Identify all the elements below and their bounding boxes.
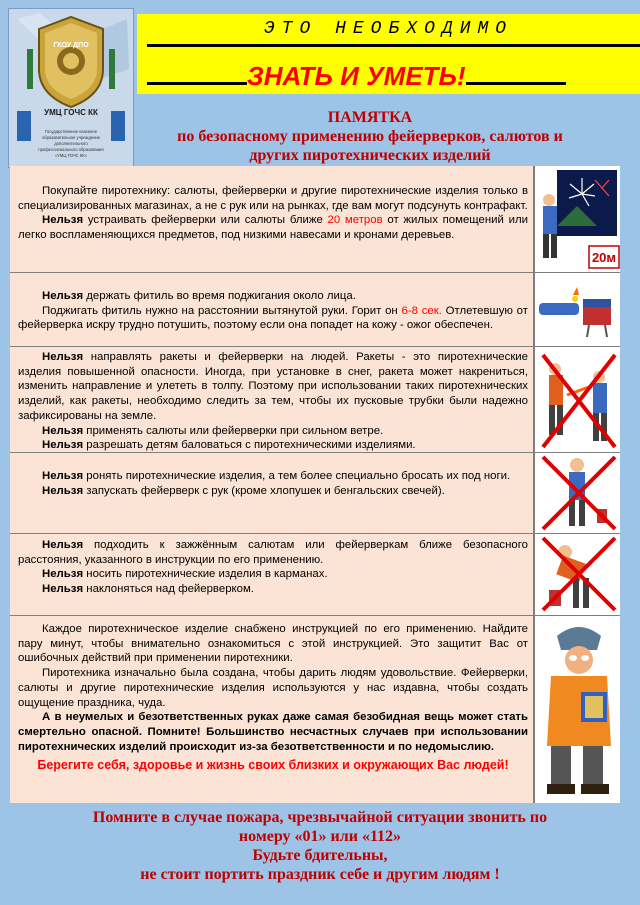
title-line-3: других пиротехнических изделий — [249, 147, 491, 164]
row6-para1: Каждое пиротехническое изделие снабжено инструкцией по его применению. Найдите пару минут, чтобы внимательно ознакомиться с этой инструкцией. Это защитит Вас от ошибочных действий при применении пиротехники. — [18, 623, 528, 665]
rocket-at-people-illustration — [537, 347, 620, 452]
distance-sign: 20м — [591, 250, 617, 265]
header-line-2 — [147, 58, 566, 92]
row-text — [10, 616, 535, 803]
rules-table — [10, 166, 620, 803]
logo-org-center: УМЦ ГОЧС КК — [44, 108, 98, 117]
header-line-1: ЭТО НЕОБХОДИМО — [263, 19, 514, 39]
footer-line-3: Будьте бдительны, — [252, 847, 388, 864]
fuse-lighting-illustration — [537, 273, 620, 346]
table-row — [10, 534, 620, 616]
row6-para3: А в неумелых и безответственных руках даже самая безобидная вещь может стать смертельно опасной. Помните! Большинство несчастных случаев при использовании пиротехнических изделий происходит из-за безответственности и по недомыслию. — [18, 711, 528, 753]
row3-para1: Нельзя направлять ракеты и фейерверки на людей. Ракеты - это пиротехнические изделия повышенной опасности. Иногда, при установке в снег, ракета может накрениться, изменить направление и улететь в толпу. Поэтому при использовании таких пиротехнических изделий, как ракеты, необходимо следить за тем, чтобы их пусковые трубки были надежно зафиксированы на земле. — [18, 351, 528, 422]
row-text — [10, 347, 535, 452]
header-rule — [147, 44, 640, 47]
logo-org-short: ГКОУ ДПО — [53, 42, 89, 49]
footer-line-4: не стоит портить праздник себе и другим людям ! — [140, 866, 500, 883]
emblem-icon — [9, 9, 133, 167]
footer-notice — [40, 808, 600, 884]
header-banner — [137, 14, 640, 94]
svg-text:дополнительного: дополнительного — [54, 141, 88, 146]
footer-line-2: номеру «01» или «112» — [238, 828, 402, 845]
row5-para3: Нельзя наклоняться над фейерверком. — [42, 583, 254, 596]
leaning-over-fireworks-illustration — [537, 534, 620, 615]
title-line-2: по безопасному применению фейерверков, салютов и — [177, 128, 563, 145]
svg-text:профессионального образования: профессионального образования — [38, 147, 104, 152]
table-row — [10, 273, 620, 347]
row5-para2: Нельзя носить пиротехнические изделия в карманах. — [42, 568, 328, 581]
row2-para1: Нельзя держать фитиль во время поджигания около лица. — [42, 290, 356, 302]
table-row — [10, 347, 620, 453]
row6-warning: Берегите себя, здоровье и жизнь своих близких и окружающих Вас людей! — [37, 758, 509, 773]
row2-para2: Поджигать фитиль нужно на расстоянии вытянутой руки. Горит он 6-8 сек. Отлетевшую от фейерверка искру трудно потушить, поэтому если она попадет на кожу - ожог обеспечен. — [18, 304, 528, 332]
row1-para1: Покупайте пиротехнику: салюты, фейерверки и другие пиротехнические изделия только в специализированных магазинах, а не с рук или на рынках, где вам могут подсунуть контрафакт. — [18, 185, 528, 212]
page-title — [140, 108, 600, 165]
row4-para1: Нельзя ронять пиротехнические изделия, а тем более специально бросать их под ноги. — [42, 470, 511, 482]
fireworks-illustration — [537, 166, 620, 272]
row-text — [10, 534, 535, 615]
dropping-fireworks-illustration — [537, 453, 620, 533]
row3-para2: Нельзя применять салюты или фейерверки при сильном ветре. — [42, 424, 384, 437]
row1-para2: Нельзя устраивать фейерверки или салюты ближе 20 метров от жилых помещений или легко воспламеняющихся предметов, под низкими навесами и кронами деревьев. — [18, 214, 529, 242]
svg-text:образовательное учреждение: образовательное учреждение — [41, 135, 101, 140]
character-with-instructions-illustration — [537, 616, 620, 803]
table-row — [10, 616, 620, 803]
row-text — [10, 166, 535, 272]
svg-text:«УМЦ ГОЧС КК»: «УМЦ ГОЧС КК» — [54, 153, 88, 158]
svg-text:Государственное казенное: Государственное казенное — [44, 129, 98, 134]
row-text — [10, 273, 535, 346]
org-logo — [8, 8, 134, 168]
title-line-1: ПАМЯТКА — [327, 109, 413, 126]
underline-right — [466, 58, 566, 85]
row4-para2: Нельзя запускать фейерверк с рук (кроме хлопушек и бенгальских свечей). — [42, 484, 445, 497]
table-row — [10, 166, 620, 273]
footer-line-1: Помните в случае пожара, чрезвычайной ситуации звонить по — [92, 809, 548, 826]
row5-para1: Нельзя подходить к зажжённым салютам или фейерверкам ближе безопасного расстояния, указанного в инструкции по его применению. — [18, 539, 528, 566]
table-row — [10, 453, 620, 534]
row6-para2: Пиротехника изначально была создана, чтобы дарить людям удовольствие. Фейерверки, салюты и другие пиротехнические изделия используются у нас издавна, чтобы создать ощущение праздника, чуда. — [18, 667, 528, 709]
row3-para3: Нельзя разрешать детям баловаться с пиротехническими изделиями. — [42, 439, 416, 452]
underline-left — [147, 58, 247, 85]
header-slogan: ЗНАТЬ И УМЕТЬ! — [247, 61, 466, 91]
row-text — [10, 453, 535, 533]
